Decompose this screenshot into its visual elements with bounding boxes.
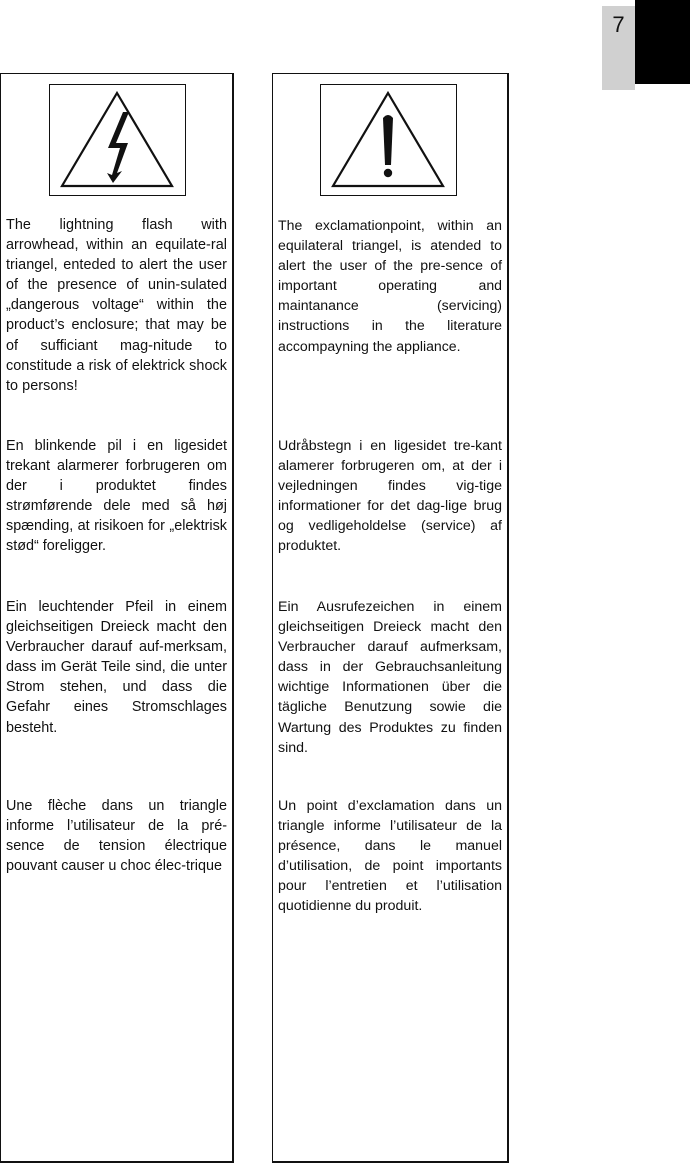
caution-text-fr: Un point d’exclamation dans un triangle informe l’utilisateur de la présence, dans le manuel d’utilisation, de point importants pour l’entretien et l’utilisation quotidienne du produit.: [278, 798, 502, 915]
page-number: 7: [612, 12, 625, 37]
exclamation-symbol-box: [320, 84, 457, 196]
warning-text-en: The lightning flash with arrowhead, within an equilate-ral triangel, enteded to alert the user of the presence of unin-sulated „dangerous voltage“ within the product’s enclosure; that may be of sufficiant mag-nitude to constitude a risk of elektrick shock to persons!: [6, 217, 227, 394]
caution-text-en: The exclamationpoint, within an equilateral triangel, is atended to alert the user of the pre-sence of important operating and maintanance (servicing) instructions in the literature accompayning the appliance.: [278, 217, 502, 354]
warning-text-da: En blinkende pil i en ligesidet trekant alarmerer forbrugeren om der i produktet findes strømførende dele med så høj spænding, at risikoen for „elektrisk stød“ foreligger.: [6, 438, 227, 555]
warning-text-de: Ein leuchtender Pfeil in einem gleichseitigen Dreieck macht den Verbraucher darauf auf-merksam, dass im Gerät Teile sind, die unter Strom stehen, und dass die Gefahr eines Stromschlages besteht.: [6, 599, 227, 736]
lightning-warning-column: [0, 73, 234, 1163]
caution-text-de: Ein Ausrufezeichen in einem gleichseitigen Dreieck macht den Verbraucher darauf aufmerksam, dass in der Gebrauchsanleitung wichtige Informationen über die tägliche Benutzung sowie die Wartung des Produktes zu finden sind.: [278, 599, 502, 756]
exclamation-warning-column: [272, 73, 509, 1163]
exclamation-warning-icon: [321, 85, 455, 194]
lightning-symbol-box: [49, 84, 186, 196]
caution-text-da: Udråbstegn i en ligesidet tre-kant alamerer forbrugeren om, at der i vejledningen findes vig-tige informationer for det dag-lige brug og vedligeholdelse (service) af produktet.: [278, 438, 502, 555]
corner-marker-block: [635, 0, 690, 84]
lightning-warning-icon: [50, 85, 184, 194]
warning-text-fr: Une flèche dans un triangle informe l’utilisateur de la pré-sence de tension électrique pouvant causer u choc élec-trique: [6, 798, 227, 875]
page-number-tab: [602, 6, 635, 90]
